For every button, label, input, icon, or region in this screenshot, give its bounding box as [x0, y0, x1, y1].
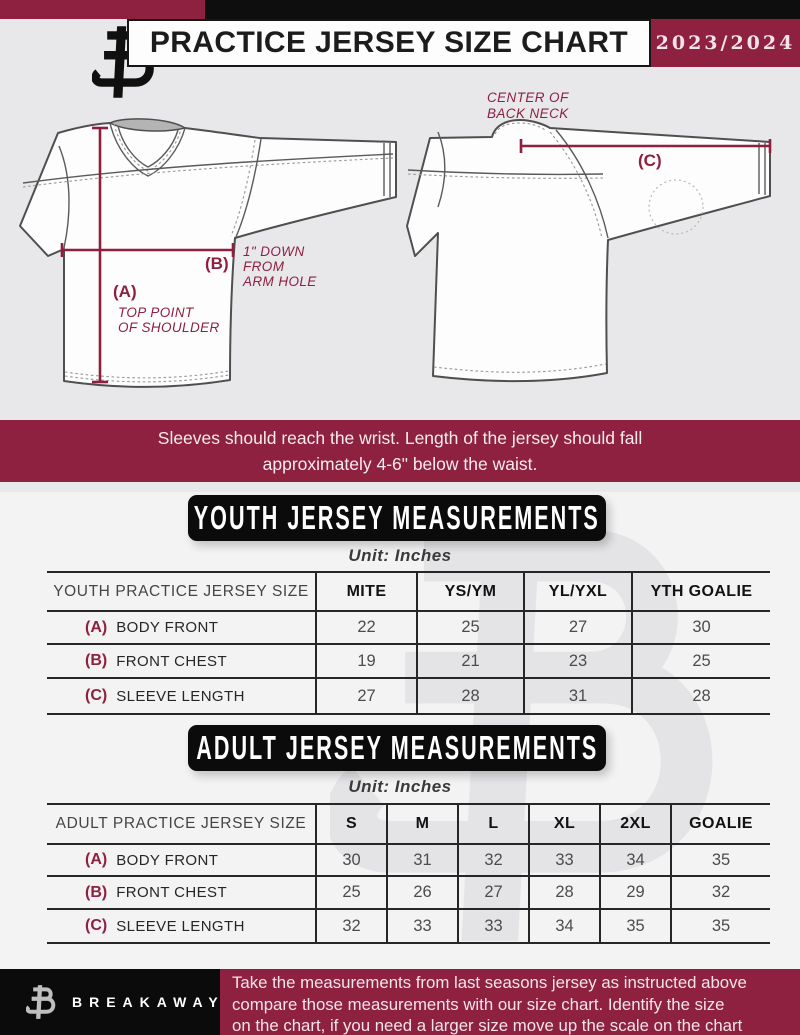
value-cell: 19 — [315, 643, 416, 677]
value-cell: 33 — [457, 908, 528, 942]
notice-line-2: approximately 4-6" below the waist. — [262, 454, 538, 474]
back-jersey-outline — [407, 120, 770, 381]
value-cell: 28 — [528, 875, 599, 908]
value-cell: 31 — [386, 843, 457, 875]
header-black-strip — [205, 0, 800, 19]
caption-neck-line2: BACK NECK — [487, 106, 569, 121]
value-cell: 29 — [599, 875, 670, 908]
adult-size-table — [47, 803, 770, 944]
size-column-header: S — [315, 805, 386, 843]
row-label — [47, 843, 315, 875]
row-name: FRONT CHEST — [116, 884, 228, 901]
size-column-header: 2XL — [599, 805, 670, 843]
row-key: (A) — [85, 851, 108, 868]
value-cell: 35 — [599, 908, 670, 942]
caption-b-line3: ARM HOLE — [243, 274, 317, 289]
value-cell: 28 — [416, 677, 523, 713]
value-cell: 32 — [457, 843, 528, 875]
value-cell: 27 — [457, 875, 528, 908]
caption-b-line1: 1" DOWN — [243, 244, 305, 259]
value-cell: 25 — [631, 643, 770, 677]
row-label — [47, 875, 315, 908]
row-label — [47, 610, 315, 643]
back-jersey-diagram — [398, 82, 790, 400]
notice-banner — [0, 420, 800, 482]
value-cell: 31 — [523, 677, 631, 713]
title-box — [127, 19, 651, 67]
footer-line-3: on the chart, if you need a larger size move up the scale on the chart — [232, 1016, 743, 1035]
row-key: (C) — [85, 687, 108, 704]
value-cell: 23 — [523, 643, 631, 677]
youth-section-title: YOUTH JERSEY MEASUREMENTS — [193, 499, 601, 536]
value-cell: 35 — [670, 908, 770, 942]
value-cell: 27 — [523, 610, 631, 643]
label-c: (C) — [638, 151, 662, 170]
youth-unit-label: Unit: Inches — [348, 546, 452, 565]
label-a: (A) — [113, 282, 137, 301]
value-cell: 30 — [631, 610, 770, 643]
value-cell: 28 — [631, 677, 770, 713]
header-maroon-strip — [0, 0, 205, 19]
table-corner-header: ADULT PRACTICE JERSEY SIZE — [55, 815, 307, 832]
value-cell: 27 — [315, 677, 416, 713]
row-key: (B) — [85, 652, 108, 669]
row-name: SLEEVE LENGTH — [116, 687, 245, 705]
row-key: (C) — [85, 917, 108, 934]
adult-section-banner — [188, 725, 606, 771]
row-name: SLEEVE LENGTH — [116, 917, 245, 935]
season-label: 2023/2024 — [655, 32, 796, 54]
value-cell: 21 — [416, 643, 523, 677]
adult-section-title: ADULT JERSEY MEASUREMENTS — [195, 729, 599, 766]
caption-a-line1: TOP POINT — [118, 305, 194, 320]
front-jersey-diagram — [15, 110, 415, 400]
size-column-header: YTH GOALIE — [631, 573, 770, 610]
value-cell: 32 — [670, 875, 770, 908]
caption-a-line2: OF SHOULDER — [118, 320, 220, 335]
footer-brand-name: BREAKAWAY — [72, 994, 225, 1010]
caption-neck-line1: CENTER OF — [487, 90, 569, 105]
season-badge — [651, 19, 800, 67]
size-column-header: YL/YXL — [523, 573, 631, 610]
value-cell: 34 — [528, 908, 599, 942]
size-column-header: M — [386, 805, 457, 843]
row-name: BODY FRONT — [116, 619, 219, 636]
caption-b-line2: FROM — [243, 259, 285, 274]
label-b: (B) — [205, 254, 229, 273]
value-cell: 26 — [386, 875, 457, 908]
row-key: (A) — [85, 618, 108, 636]
size-column-header: GOALIE — [670, 805, 770, 843]
row-label — [47, 908, 315, 942]
table-corner-header: YOUTH PRACTICE JERSEY SIZE — [53, 582, 309, 600]
youth-size-table — [47, 571, 770, 715]
footer-line-1: Take the measurements from last seasons jersey as instructed above — [232, 973, 747, 992]
value-cell: 33 — [528, 843, 599, 875]
value-cell: 25 — [315, 875, 386, 908]
row-label — [47, 643, 315, 677]
youth-section-banner — [188, 495, 606, 541]
footer-instructions — [232, 972, 792, 1035]
page-title: PRACTICE JERSEY SIZE CHART — [149, 26, 629, 59]
value-cell: 25 — [416, 610, 523, 643]
value-cell: 32 — [315, 908, 386, 942]
size-column-header: YS/YM — [416, 573, 523, 610]
value-cell: 22 — [315, 610, 416, 643]
row-name: FRONT CHEST — [116, 652, 228, 670]
value-cell: 33 — [386, 908, 457, 942]
value-cell: 30 — [315, 843, 386, 875]
footer-breakaway-b-logo-icon — [26, 983, 62, 1021]
size-column-header: MITE — [315, 573, 416, 610]
size-column-header: L — [457, 805, 528, 843]
value-cell: 35 — [670, 843, 770, 875]
size-column-header: XL — [528, 805, 599, 843]
value-cell: 34 — [599, 843, 670, 875]
notice-line-1: Sleeves should reach the wrist. Length of the jersey should fall — [157, 428, 643, 448]
row-key: (B) — [85, 883, 108, 901]
adult-unit-label: Unit: Inches — [348, 777, 452, 796]
row-label — [47, 677, 315, 713]
footer-line-2: compare those measurements with our size chart. Identify the size — [232, 994, 725, 1014]
row-name: BODY FRONT — [116, 851, 219, 869]
